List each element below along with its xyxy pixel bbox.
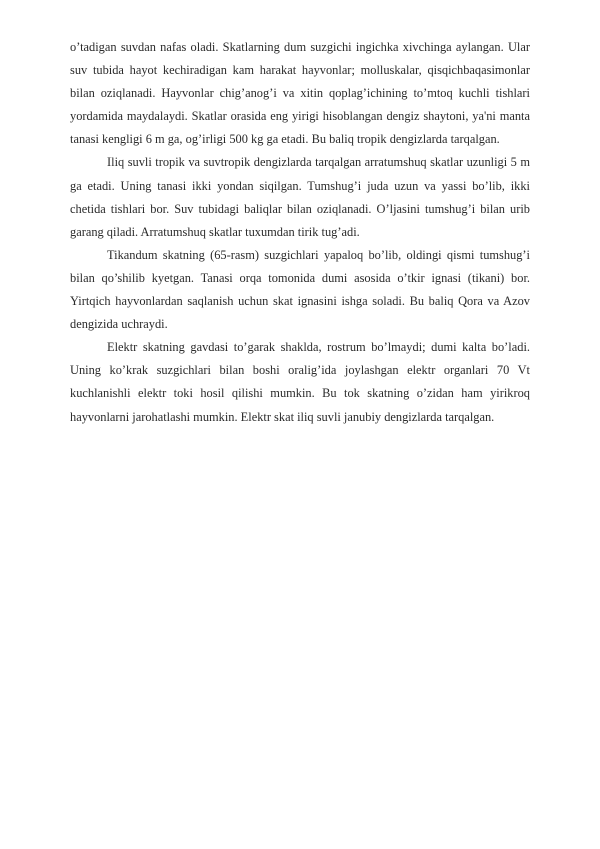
paragraph-electric-ray: Elektr skatning gavdasi to’garak shaklda, rostrum bo’lmaydi; dumi kalta bo’ladi. Uning ko’krak suzgichlari bilan boshi oralig’ida joylashgan elektr organlari 70 Vt kuchlanishli elektr toki hosil qilishi mumkin. Bu tok skatning o’zidan ham yirikroq hayvonlarni jarohatlashi mumkin. Elektr skat iliq suvli janubiy dengizlarda tarqalgan.	[70, 340, 530, 424]
paragraph-respiration: o’tadigan suvdan nafas oladi. Skatlarning dum suzgichi ingichka xivchinga aylangan. Ular suv tubida hayot kechiradigan kam harakat hayvonlar; molluskalar, qisqichbaqasimonlar bilan oziqlanadi. Hayvonlar chig’anog’i va xitin qoplag’ichining to’mtoq kuchli tishlari yordamida maydalaydi. Skatlar orasida eng yirigi hisoblangan dengiz shaytoni, ya'ni manta tanasi kengligi 6 m ga, og’irligi 500 kg ga etadi. Bu baliq tropik dengizlarda tarqalgan.	[70, 40, 530, 147]
document-page	[70, 36, 530, 429]
paragraph-sawfish: Iliq suvli tropik va suvtropik dengizlarda tarqalgan arratumshuq skatlar uzunligi 5 m ga etadi. Uning tanasi ikki yondan siqilgan. Tumshug’i juda uzun va yassi bo’lib, ikki chetida tishlari bor. Suv tubidagi baliqlar bilan oziqlanadi. O’ljasini tumshug’i bilan urib garang qiladi. Arratumshuq skatlar tuxumdan tirik tug’adi.	[70, 155, 530, 239]
paragraph-stingray: Tikandum skatning (65-rasm) suzgichlari yapaloq bo’lib, oldingi qismi tumshug’i bilan qo’shilib kyetgan. Tanasi orqa tomonida dumi asosida o’tkir ignasi (tikani) bor. Yirtqich hayvonlardan saqlanish uchun skat ignasini ishga soladi. Bu baliq Qora va Azov dengizida uchraydi.	[70, 247, 530, 332]
